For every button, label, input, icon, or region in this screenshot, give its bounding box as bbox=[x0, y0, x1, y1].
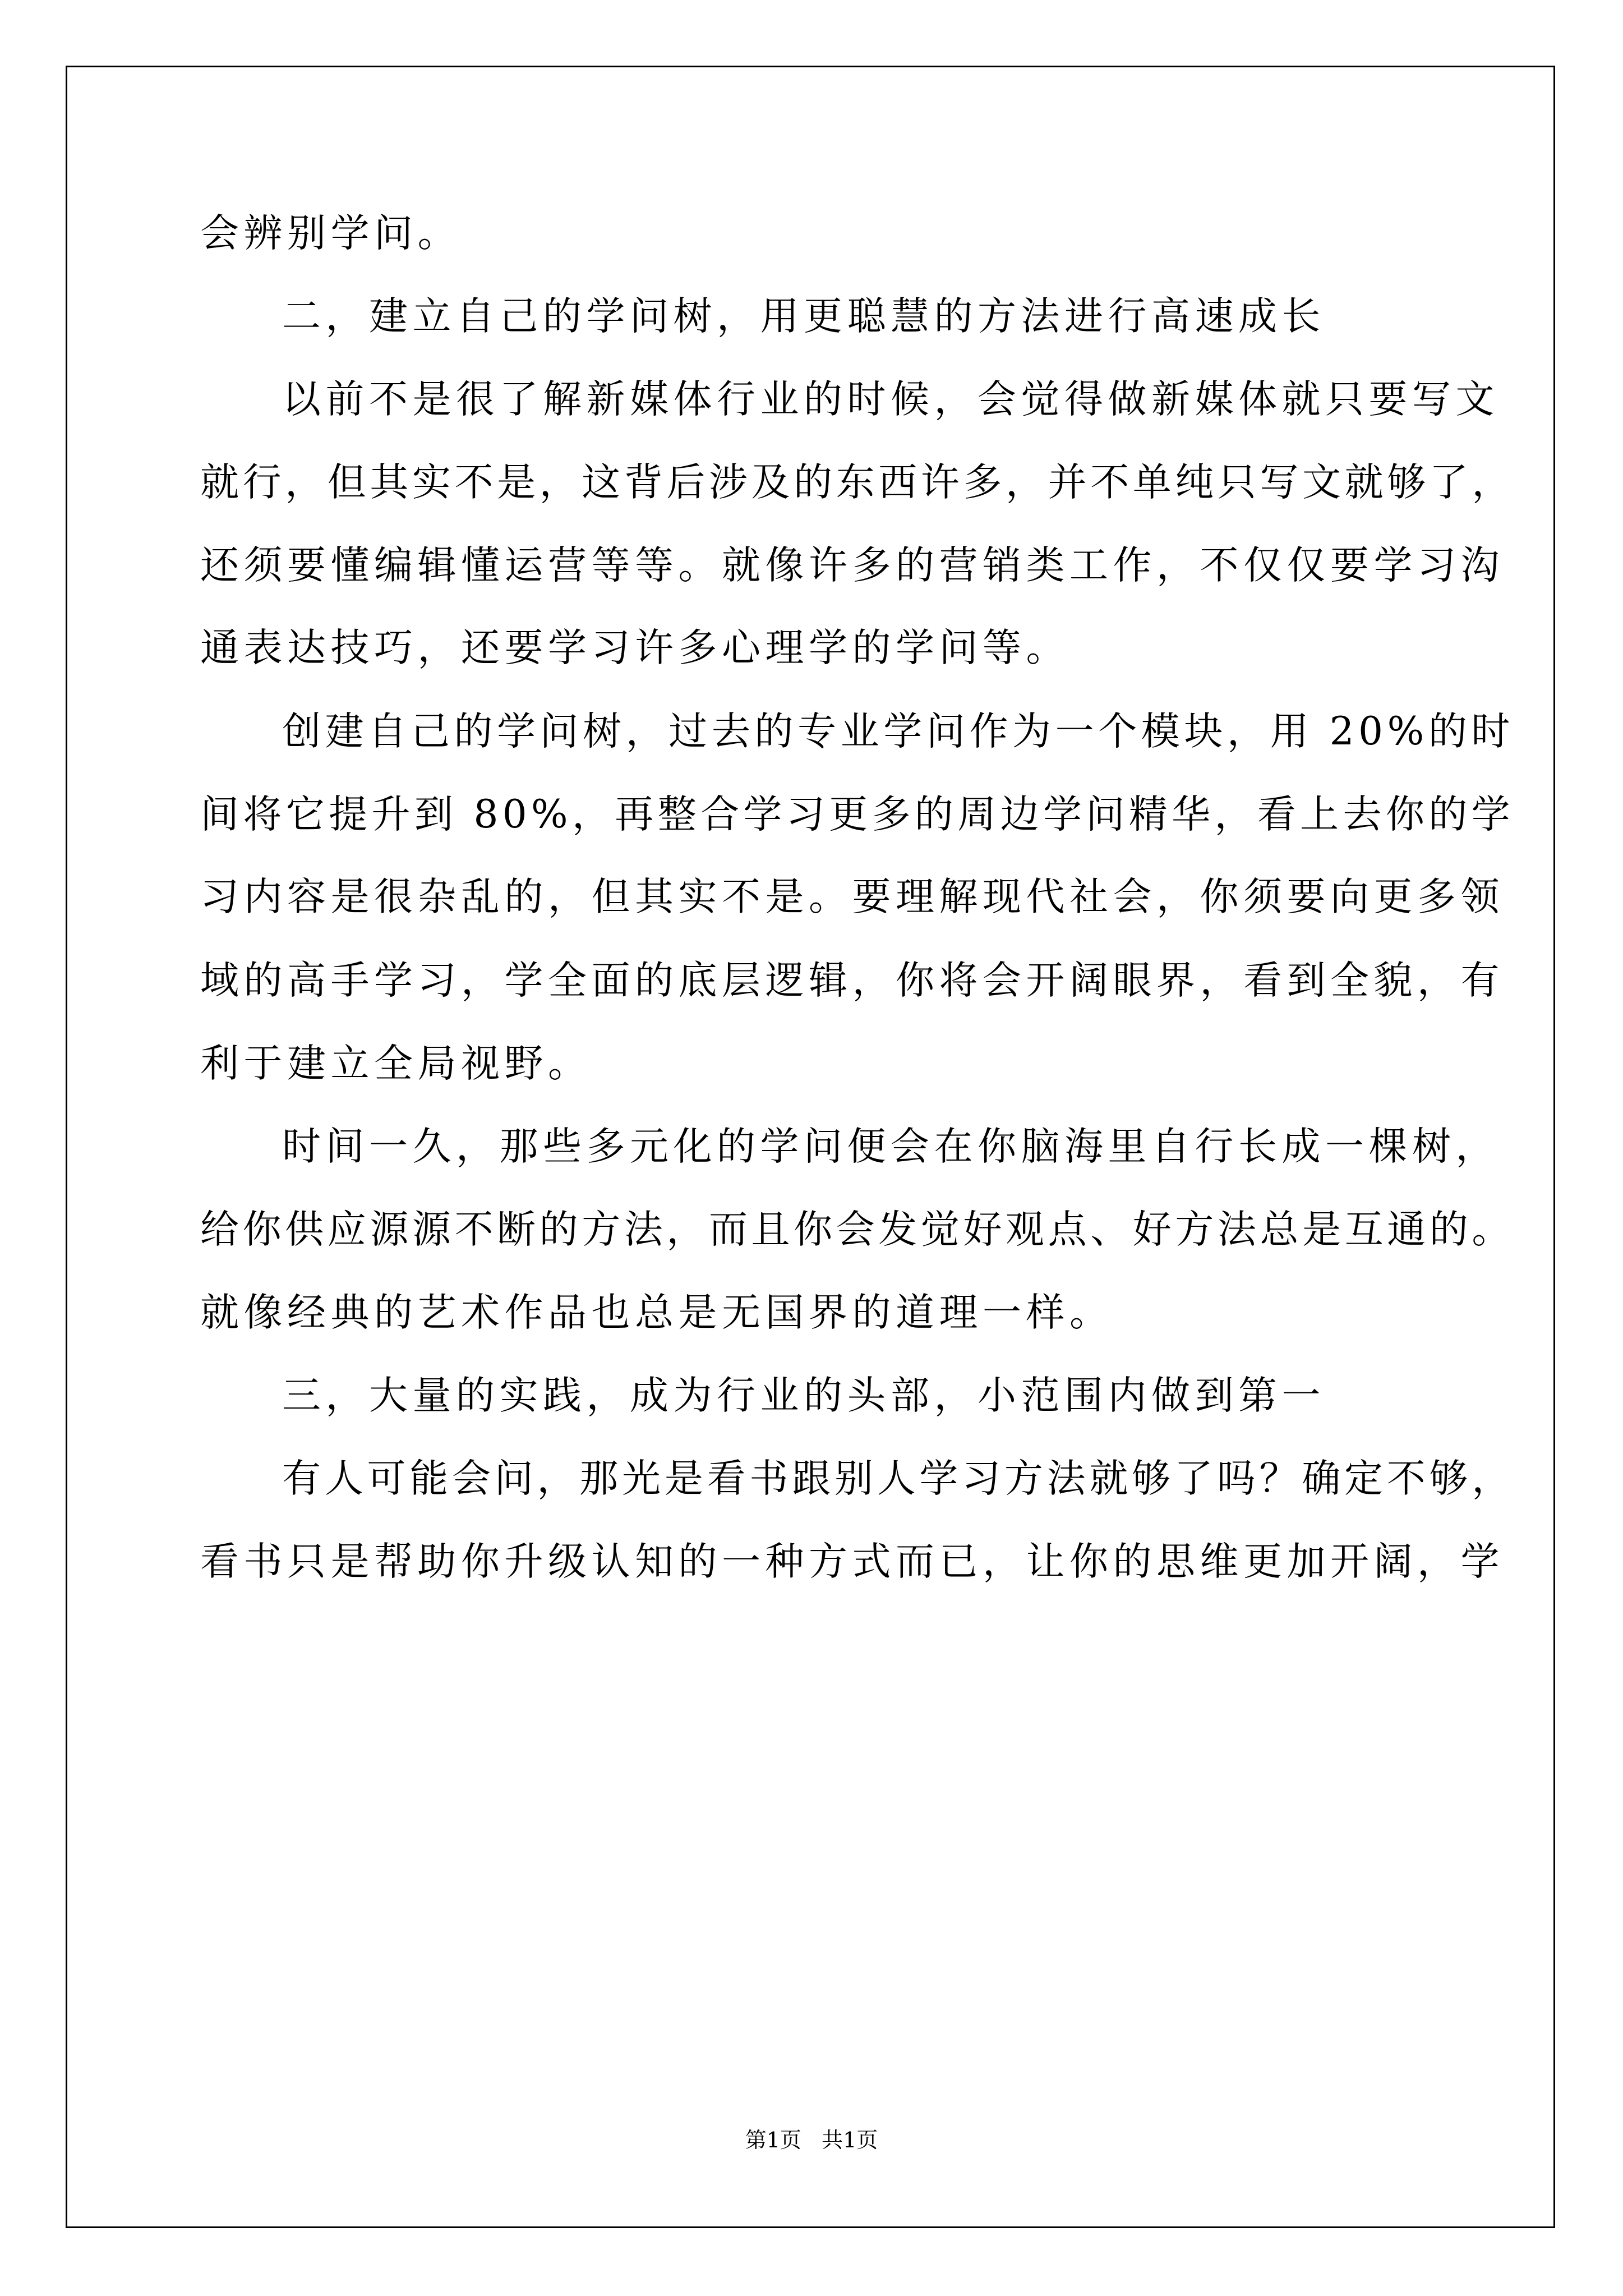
text-line: 习内容是很杂乱的，但其实不是。要理解现代社会，你须要向更多领 bbox=[200, 875, 1504, 919]
text-line: 间将它提升到 80%，再整合学习更多的周边学问精华，看上去你的学 bbox=[200, 792, 1514, 837]
text-line: 利于建立全局视野。 bbox=[200, 1041, 592, 1086]
section-heading: 三，大量的实践，成为行业的头部，小范围内做到第一 bbox=[282, 1373, 1325, 1418]
section-heading: 二，建立自己的学问树，用更聪慧的方法进行高速成长 bbox=[282, 294, 1325, 339]
text-line: 以前不是很了解新媒体行业的时候，会觉得做新媒体就只要写文 bbox=[282, 377, 1499, 422]
text-line: 创建自己的学问树，过去的专业学问作为一个模块，用 20%的时 bbox=[282, 709, 1514, 754]
text-line: 会辨别学问。 bbox=[200, 211, 461, 256]
page-footer: 第1页 共1页 bbox=[745, 2128, 878, 2152]
text-line: 还须要懂编辑懂运营等等。就像许多的营销类工作，不仅仅要学习沟 bbox=[200, 543, 1504, 588]
text-line: 域的高手学习，学全面的底层逻辑，你将会开阔眼界，看到全貌，有 bbox=[200, 958, 1504, 1003]
text-line: 看书只是帮助你升级认知的一种方式而已，让你的思维更加开阔，学 bbox=[200, 1539, 1504, 1584]
text-line: 时间一久，那些多元化的学问便会在你脑海里自行长成一棵树， bbox=[282, 1124, 1499, 1169]
text-line: 给你供应源源不断的方法，而且你会发觉好观点、好方法总是互通的。 bbox=[200, 1207, 1514, 1252]
text-line: 有人可能会问，那光是看书跟别人学习方法就够了吗？确定不够， bbox=[282, 1456, 1514, 1501]
text-line: 通表达技巧，还要学习许多心理学的学问等。 bbox=[200, 625, 1069, 670]
text-line: 就像经典的艺术作品也总是无国界的道理一样。 bbox=[200, 1290, 1113, 1335]
text-line: 就行，但其实不是，这背后涉及的东西许多，并不单纯只写文就够了， bbox=[200, 460, 1514, 505]
